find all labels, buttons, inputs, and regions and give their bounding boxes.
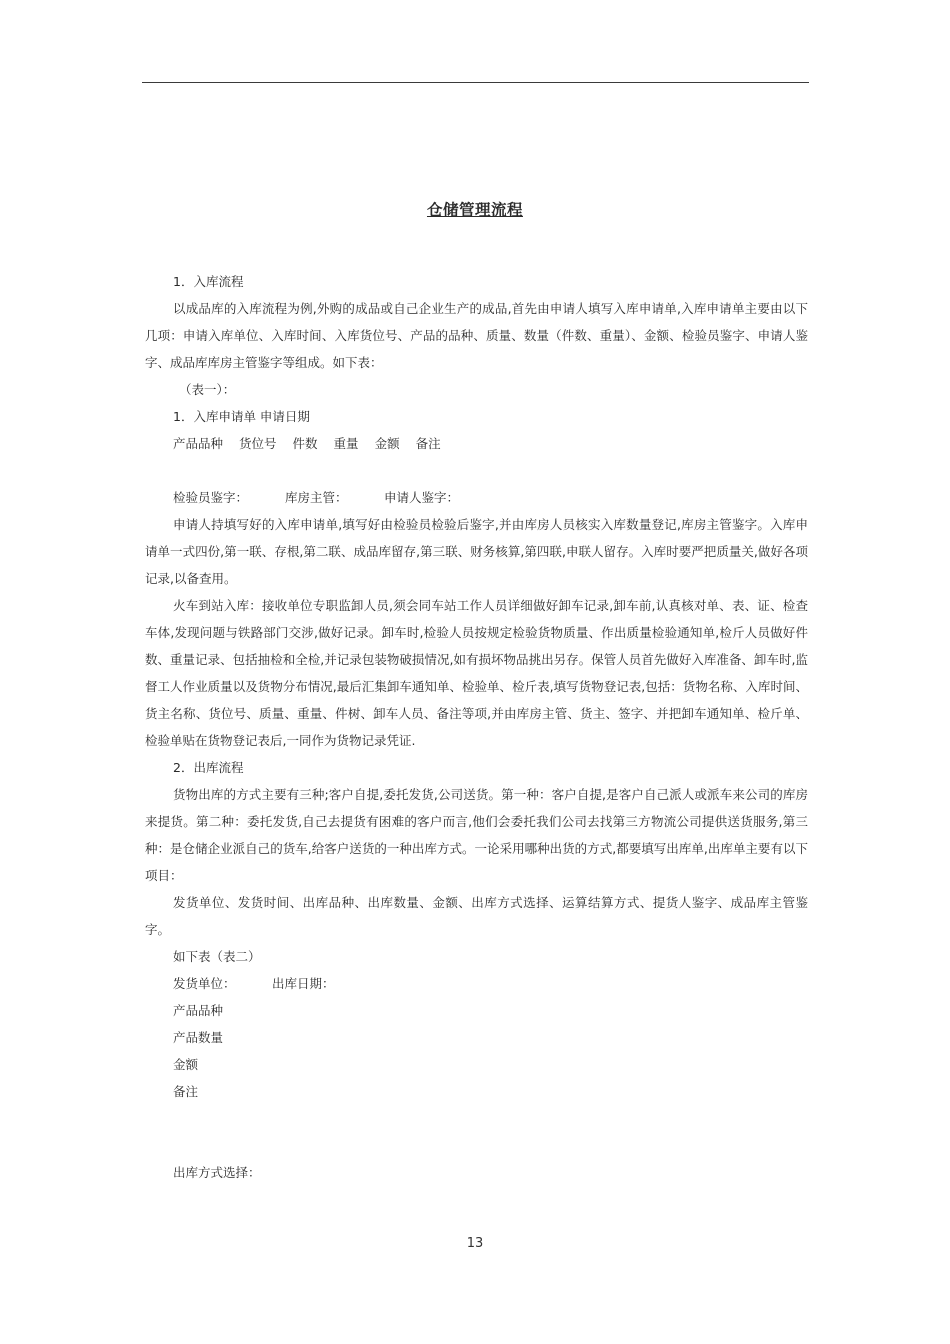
- table-two-caption: 如下表（表二）: [173, 949, 261, 964]
- field-weight: 重量: [333, 436, 359, 451]
- field-piece-count: 件数: [292, 436, 318, 451]
- outbound-row-product-quantity: 产品数量: [173, 1030, 224, 1045]
- inbound-intro-paragraph: 以成品库的入库流程为例,外购的成品或自己企业生产的成品,首先由申请人填写入库申请单,入库申请单主要由以下几项：申请入库单位、入库时间、入库货位号、产品的品种、质量、数量（件数、重量）、金额、检验员鉴字、申请人鉴字、成品库库房主管鉴字等组成。如下表：: [145, 301, 808, 370]
- signature-inspector: 检验员鉴字：: [173, 490, 249, 505]
- page-title: 仓储管理流程: [426, 201, 523, 219]
- outbound-row-product-type: 产品品种: [173, 1003, 224, 1018]
- page-number: 13: [466, 1236, 484, 1251]
- outbound-items-paragraph: 发货单位、发货时间、出库品种、出库数量、金额、出库方式选择、运算结算方式、提货人鉴字、成品库主管鉴字。: [145, 895, 808, 937]
- outbound-method-label: 出库方式选择：: [173, 1165, 261, 1180]
- section-heading-inbound: 1．入库流程: [173, 274, 244, 289]
- inbound-form-title: 1．入库申请单 申请日期: [173, 409, 310, 424]
- form-spacer: [145, 457, 808, 484]
- outbound-row-remarks: 备注: [173, 1084, 199, 1099]
- field-outbound-date: 出库日期：: [272, 976, 335, 991]
- train-arrival-paragraph: 火车到站入库：接收单位专职监卸人员,须会同车站工作人员详细做好卸车记录,卸车前,认真核对单、表、证、检查车体,发现问题与铁路部门交涉,做好记录。卸车时,检验人员按规定检验货物质量、作出质量检验通知单,检斤人员做好件数、重量记录、包括抽检和全检,并记录包装物破损情况,如有损坏物品挑出另存。保管人员首先做好入库准备、卸车时,监督工人作业质量以及货物分布情况,最后汇集卸车通知单、检验单、检斤表,填写货物登记表,包括：货物名称、入库时间、货主名称、货位号、质量、重量、件树、卸车人员、备注等项,并由库房主管、货主、签字、并把卸车通知单、检斤单、检验单贴在货物登记表后,一同作为货物记录凭证.: [145, 598, 808, 748]
- field-remarks: 备注: [415, 436, 441, 451]
- field-shipping-unit: 发货单位：: [173, 976, 236, 991]
- field-location-number: 货位号: [239, 436, 277, 451]
- form-spacer-2: [145, 1105, 808, 1159]
- field-amount: 金额: [374, 436, 400, 451]
- inbound-process-paragraph: 申请人持填写好的入库申请单,填写好由检验员检验后鉴字,并由库房人员核实入库数量登记,库房主管鉴字。入库申请单一式四份,第一联、存根,第二联、成品库留存,第三联、财务核算,第四联,申联人留存。入库时要严把质量关,做好各项记录,以备查用。: [145, 517, 808, 586]
- table-one-caption: （表一）：: [179, 382, 236, 397]
- inbound-form-fields: [145, 430, 808, 457]
- outbound-methods-paragraph: 货物出库的方式主要有三种;客户自提,委托发货,公司送货。第一种：客户自提,是客户自己派人或派车来公司的库房来提货。第二种：委托发货,自己去提货有困难的客户而言,他们会委托我们公司去找第三方物流公司提供送货服务,第三种：是仓储企业派自己的货车,给客户送货的一种出库方式。一论采用哪种出货的方式,都要填写出库单,出库单主要有以下项目：: [145, 787, 808, 883]
- inbound-signature-row: [145, 484, 808, 511]
- signature-applicant: 申请人鉴字：: [384, 490, 460, 505]
- outbound-row-amount: 金额: [173, 1057, 199, 1072]
- outbound-form-header: [145, 970, 808, 997]
- document-body: [145, 268, 808, 1186]
- header-rule: [142, 82, 809, 83]
- field-product-type: 产品品种: [173, 436, 224, 451]
- section-heading-outbound: 2．出库流程: [173, 760, 244, 775]
- signature-warehouse-manager: 库房主管：: [285, 490, 348, 505]
